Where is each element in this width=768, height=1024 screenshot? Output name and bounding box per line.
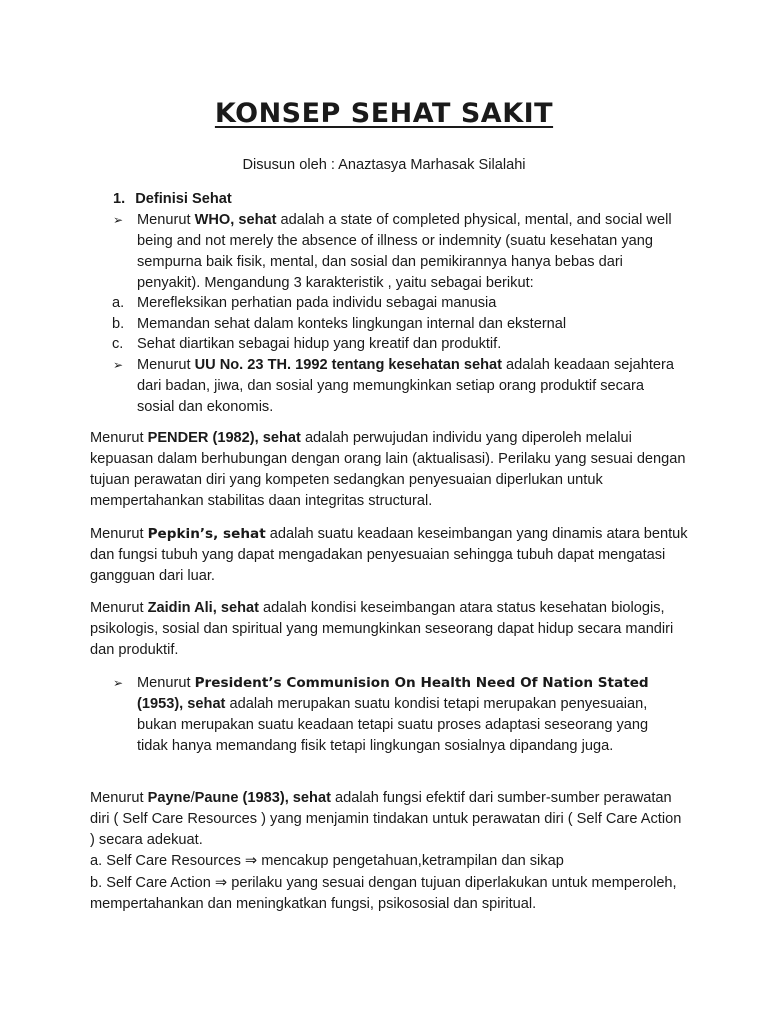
section-heading <box>113 189 713 210</box>
list-item <box>112 293 682 314</box>
payne-paragraph: Menurut Payne/Paune (1983), sehat adalah fungsi efektif dari sumber-sumber perawatan diri ( Self Care Resources ) yang menjamin tindakan untuk perawatan diri ( Self Care Action ) secara adekuat. <box>90 790 682 848</box>
list-item-text: Memandan sehat dalam konteks lingkungan internal dan eksternal <box>137 316 567 332</box>
section-number: 1. <box>113 191 126 207</box>
section-title: Definisi Sehat <box>135 191 232 207</box>
zaidin-paragraph: Menurut Zaidin Ali, sehat adalah kondisi keseimbangan atara status kesehatan biologis, psikologis, sosial dan spiritual yang memungkinkan seseorang dapat hidup secara mandiri dan produktif. <box>90 600 674 658</box>
who-definition: Menurut WHO, sehat adalah a state of completed physical, mental, and social well being and not merely the absence of illness or indemnity (suatu kesehatan yang sempurna baik fisik, mental, dan sosial dan pemikirannya hanya bebas dari penyakit). Mengandung 3 karakteristik , yaitu sebagai berikut: <box>137 212 672 291</box>
list-item-text: Merefleksikan perhatian pada individu sebagai manusia <box>137 295 497 311</box>
self-care-item: a. Self Care Resources ⇒ mencakup pengetahuan,ketrampilan dan sikap <box>90 853 564 869</box>
list-item-text: Sehat diartikan sebagai hidup yang kreatif dan produktif. <box>137 336 502 352</box>
arrow-bullet-icon: ➢ <box>113 358 124 372</box>
bullet-uu <box>113 355 683 418</box>
pender-paragraph: Menurut PENDER (1982), sehat adalah perwujudan individu yang diperoleh melalui kepuasan dalam berhubungan dengan orang lain (aktualisasi). Perilaku yang sesuai dengan tujuan perawatan diri yang kompeten sedangkan penyesuaian diperlukan untuk mempertahankan stabilitas daan integritas structural. <box>90 430 686 509</box>
arrow-bullet-icon: ➢ <box>113 676 124 690</box>
pepkin-paragraph: Menurut Pepkin’s, sehat adalah suatu keadaan keseimbangan yang dinamis atara bentuk dan fungsi tubuh yang dapat mengadakan penyesuaian sehingga tubuh dapat mengatasi gangguan dari luar. <box>90 526 688 584</box>
list-item <box>112 314 682 335</box>
author-line: Disusun oleh : Anaztasya Marhasak Silalahi <box>242 157 526 173</box>
bullet-who <box>113 210 683 294</box>
list-marker: c. <box>112 336 124 352</box>
arrow-bullet-icon: ➢ <box>113 213 124 227</box>
self-care-item: b. Self Care Action ⇒ perilaku yang sesuai dengan tujuan diperlakukan untuk memperoleh, mempertahankan dan meningkatkan fungsi, psikososial dan spiritual. <box>90 875 677 912</box>
list-item <box>112 334 682 355</box>
uu-definition: Menurut UU No. 23 TH. 1992 tentang kesehatan sehat adalah keadaan sejahtera dari badan, jiwa, dan sosial yang memungkinkan setiap orang produktif secara sosial dan ekonomis. <box>137 357 675 415</box>
bullet-president <box>113 673 683 757</box>
president-definition: Menurut President’s Communision On Health Need Of Nation Stated (1953), sehat adalah merupakan suatu kondisi tetapi merupakan penyesuaian, bukan merupakan suatu keadaan tetapi suatu proses adaptasi seseorang yang tidak hanya memandang fisik tetapi lingkungan sosialnya dipandang juga. <box>137 675 649 754</box>
page-title: KONSEP SEHAT SAKIT <box>214 98 554 129</box>
list-marker: a. <box>112 295 125 311</box>
list-marker: b. <box>112 316 125 332</box>
